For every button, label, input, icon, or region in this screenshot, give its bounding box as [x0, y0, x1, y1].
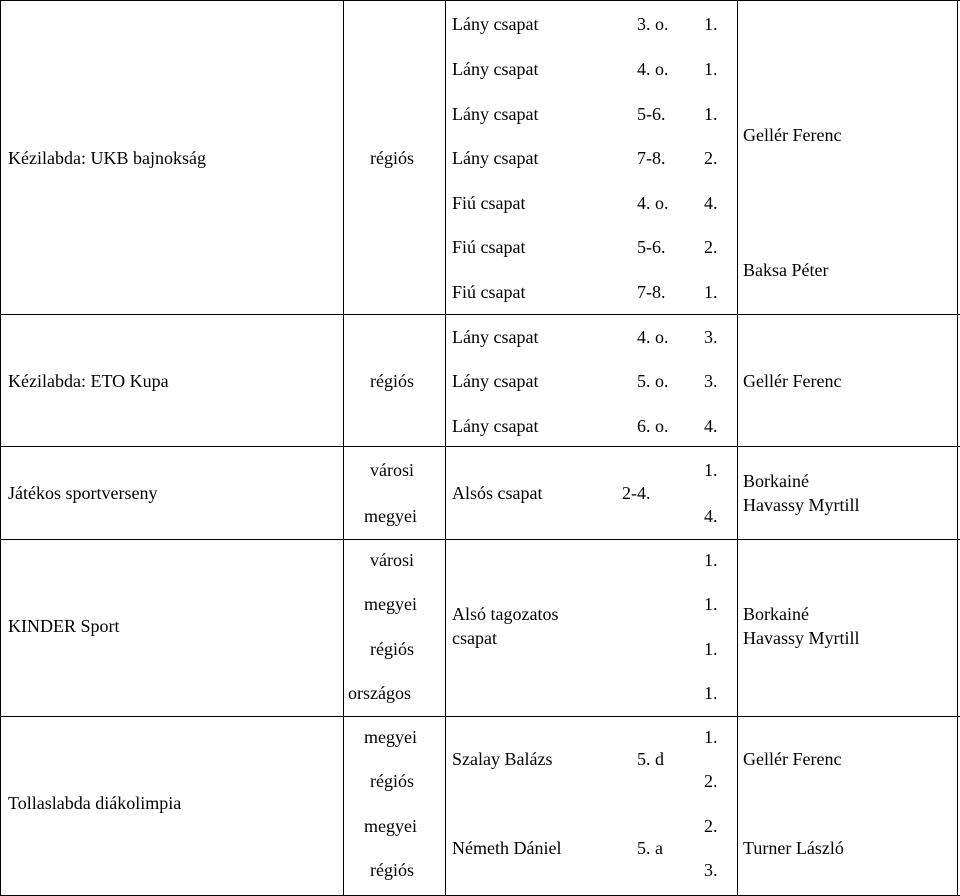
- place-cell: 4.: [704, 193, 718, 213]
- place-cell: 3.: [704, 327, 718, 347]
- place-cell: 1.: [704, 282, 718, 302]
- level-label: régiós: [370, 371, 414, 391]
- row-border: [0, 0, 960, 1]
- place-cell: 1.: [704, 727, 718, 747]
- team-cell: Fiú csapat: [452, 282, 526, 302]
- teacher-name-line: Borkainé: [743, 471, 809, 491]
- place-cell: 2.: [704, 237, 718, 257]
- place-cell: 1.: [704, 683, 718, 703]
- row-border: [0, 446, 960, 447]
- place-cell: 1.: [704, 59, 718, 79]
- grade-cell: 4. o.: [637, 59, 669, 79]
- team-name-line: csapat: [452, 628, 497, 648]
- place-cell: 2.: [704, 148, 718, 168]
- level-label: városi: [370, 550, 414, 570]
- team-cell: Lány csapat: [452, 148, 539, 168]
- grade-cell: 4. o.: [637, 193, 669, 213]
- grade-cell: 6. o.: [637, 416, 669, 436]
- level-label: megyei: [364, 727, 417, 747]
- level-label: régiós: [370, 148, 414, 168]
- team-name-line: Alsó tagozatos: [452, 604, 559, 624]
- teacher-name: [743, 469, 860, 517]
- grade-cell: 5-6.: [637, 237, 666, 257]
- event-name: Tollaslabda diákolimpia: [8, 793, 182, 813]
- team-cell: Fiú csapat: [452, 237, 526, 257]
- grade-cell: 4. o.: [637, 327, 669, 347]
- teacher-name: Baksa Péter: [743, 260, 829, 280]
- teacher-name-line: Havassy Myrtill: [743, 628, 860, 648]
- team-cell: [452, 602, 558, 650]
- teacher-name: Gellér Ferenc: [743, 125, 842, 145]
- grade-cell: 2-4.: [622, 483, 651, 503]
- grade-cell: 5. o.: [637, 371, 669, 391]
- level-label: városi: [370, 460, 414, 480]
- level-label: országos: [348, 683, 411, 703]
- place-cell: 2.: [704, 771, 718, 791]
- grade-cell: 5-6.: [637, 104, 666, 124]
- level-label: régiós: [370, 860, 414, 880]
- teacher-name-line: Borkainé: [743, 604, 809, 624]
- column-border: [957, 0, 958, 896]
- level-label: megyei: [364, 594, 417, 614]
- team-cell: Lány csapat: [452, 416, 539, 436]
- teacher-name: Gellér Ferenc: [743, 371, 842, 391]
- teacher-name-line: Havassy Myrtill: [743, 495, 860, 515]
- level-label: régiós: [370, 639, 414, 659]
- grade-cell: 7-8.: [637, 148, 666, 168]
- place-cell: 1.: [704, 639, 718, 659]
- class-cell: 5. a: [637, 838, 663, 858]
- place-cell: 1.: [704, 104, 718, 124]
- place-cell: 3.: [704, 371, 718, 391]
- team-cell: Lány csapat: [452, 59, 539, 79]
- team-cell: Alsós csapat: [452, 483, 543, 503]
- place-cell: 3.: [704, 860, 718, 880]
- teacher-name: Turner László: [743, 838, 844, 858]
- student-name: Németh Dániel: [452, 838, 562, 858]
- place-cell: 4.: [704, 506, 718, 526]
- grade-cell: 7-8.: [637, 282, 666, 302]
- row-border: [0, 314, 960, 315]
- event-name: Kézilabda: UKB bajnokság: [8, 148, 206, 168]
- row-border: [0, 539, 960, 540]
- event-name: KINDER Sport: [8, 616, 120, 636]
- team-cell: Lány csapat: [452, 104, 539, 124]
- teacher-name: Gellér Ferenc: [743, 749, 842, 769]
- event-name: Kézilabda: ETO Kupa: [8, 371, 169, 391]
- teacher-name: [743, 602, 860, 650]
- place-cell: 1.: [704, 550, 718, 570]
- column-border: [343, 0, 344, 896]
- student-name: Szalay Balázs: [452, 749, 553, 769]
- event-name: Játékos sportverseny: [8, 483, 158, 503]
- column-border: [445, 0, 446, 896]
- level-label: régiós: [370, 771, 414, 791]
- place-cell: 1.: [704, 14, 718, 34]
- grade-cell: 3. o.: [637, 14, 669, 34]
- team-cell: Fiú csapat: [452, 193, 526, 213]
- team-cell: Lány csapat: [452, 371, 539, 391]
- place-cell: 4.: [704, 416, 718, 436]
- team-cell: Lány csapat: [452, 14, 539, 34]
- place-cell: 2.: [704, 816, 718, 836]
- row-border: [0, 716, 960, 717]
- team-cell: Lány csapat: [452, 327, 539, 347]
- class-cell: 5. d: [637, 749, 664, 769]
- place-cell: 1.: [704, 594, 718, 614]
- place-cell: 1.: [704, 460, 718, 480]
- column-border: [0, 0, 1, 896]
- level-label: megyei: [364, 506, 417, 526]
- column-border: [737, 0, 738, 896]
- level-label: megyei: [364, 816, 417, 836]
